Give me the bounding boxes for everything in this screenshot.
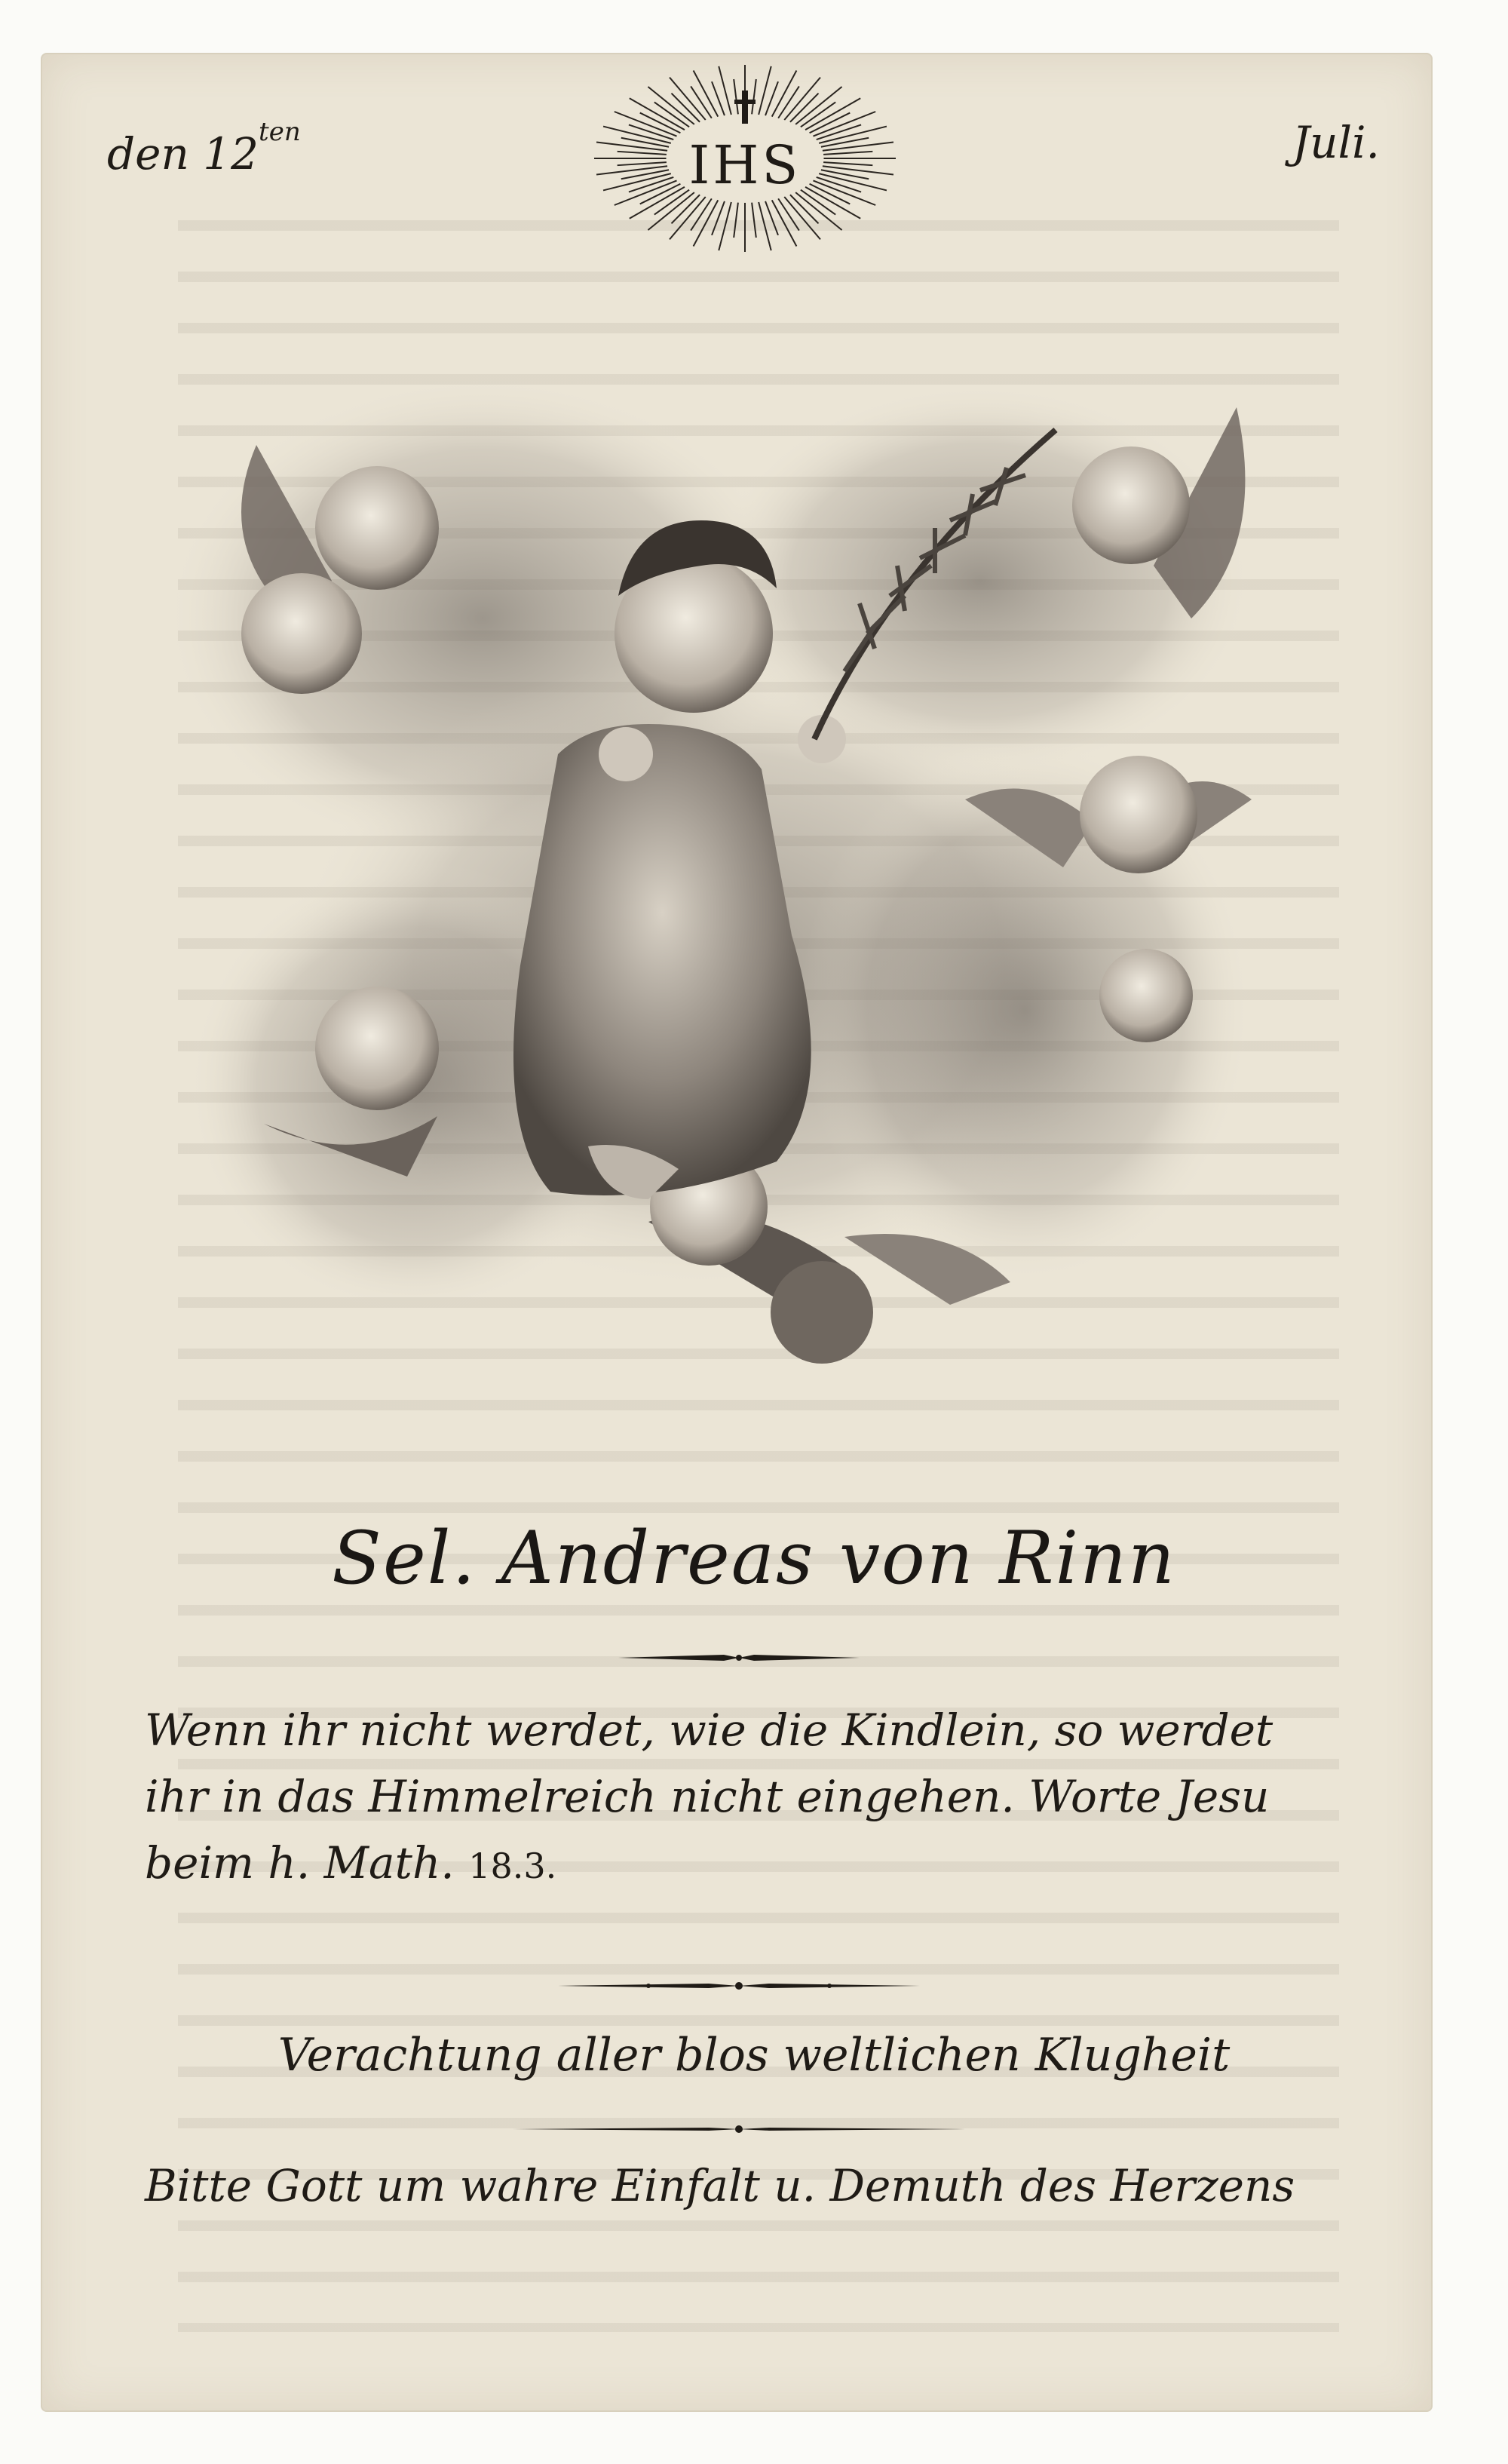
- meditation-theme: Verachtung aller blos weltlichen Klugheit: [277, 2029, 1231, 2082]
- scripture-verse: [145, 1697, 1321, 1899]
- sun-ray: [765, 81, 778, 115]
- sun-ray: [765, 201, 778, 235]
- sun-ray: [759, 66, 771, 115]
- ihs-sunburst-emblem: [587, 60, 903, 264]
- child-saint-with-palm-illustration: [166, 332, 1282, 1418]
- sun-ray: [691, 86, 712, 118]
- sun-ray: [734, 203, 738, 238]
- sun-ray: [734, 79, 738, 114]
- sun-ray: [719, 202, 731, 250]
- sun-ray: [805, 98, 860, 130]
- date-day: den $12^{ten}$: [107, 117, 301, 180]
- saint-title: Sel. Andreas von Rinn: [332, 1516, 1176, 1600]
- sun-ray: [752, 79, 756, 114]
- rule-ornament-icon: [558, 1976, 920, 1996]
- sun-ray: [778, 198, 799, 230]
- ornamental-rule-2: [558, 1976, 920, 1996]
- sun-ray: [795, 192, 841, 230]
- rule-ornament-icon: [618, 1648, 860, 1668]
- verse-reference: 18.3.: [468, 1846, 557, 1886]
- ornamental-rule-1: [618, 1648, 860, 1668]
- sun-ray: [691, 198, 712, 230]
- sun-ray: [648, 87, 694, 124]
- sun-ray: [759, 202, 771, 250]
- ihs-monogram: IHS: [688, 134, 802, 196]
- sun-ray: [648, 192, 694, 230]
- sun-ray: [712, 201, 725, 235]
- sun-ray: [630, 98, 685, 130]
- sun-ray: [795, 87, 841, 124]
- sun-ray: [712, 81, 725, 115]
- sun-ray: [719, 66, 731, 115]
- sun-ray: [752, 203, 756, 238]
- prayer-intention: Bitte Gott um wahre Einfalt u. Demuth des Herzens: [145, 2160, 1295, 2211]
- ornamental-rule-3: [513, 2119, 965, 2139]
- date-month: Juli.: [1292, 117, 1380, 168]
- verse-text: Wenn ihr nicht werdet, wie die Kindlein, so werdet ihr in das Himmelreich nicht eingehen. Worte Jesu beim h. Math.: [145, 1705, 1274, 1889]
- illustration-child-saint-cherubs: [166, 332, 1282, 1418]
- rule-ornament-icon: [513, 2119, 965, 2139]
- sun-ray: [778, 86, 799, 118]
